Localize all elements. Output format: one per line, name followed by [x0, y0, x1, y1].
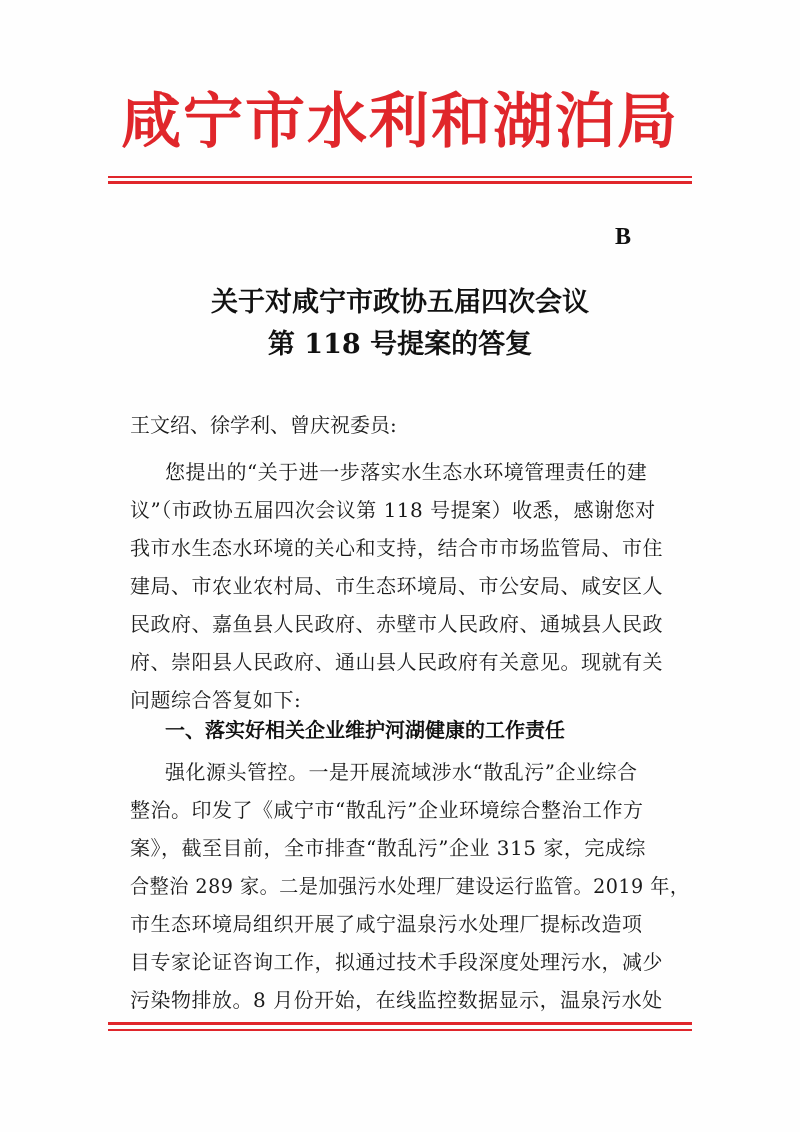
paragraph-line: 民政府、嘉鱼县人民政府、赤壁市人民政府、通城县人民政 [130, 612, 663, 636]
title-line-2: 第 118 号提案的答复 [267, 329, 533, 360]
paragraph-line: 问题综合答复如下: [130, 688, 302, 712]
footer-divider-thin [108, 1029, 692, 1031]
paragraph-line: 建局、市农业农村局、市生态环境局、市公安局、咸安区人 [130, 574, 663, 598]
paragraph-line: 强化源头管控。一是开展流域涉水“散乱污”企业综合 [165, 760, 638, 784]
agency-masthead: 咸宁市水利和湖泊局 [121, 87, 679, 157]
footer-divider-thick [108, 1022, 692, 1025]
paragraph-line: 议”（市政协五届四次会议第 118 号提案）收悉，感谢您对 [130, 498, 656, 522]
paragraph-line: 您提出的“关于进一步落实水生态水环境管理责任的建 [165, 460, 648, 484]
paragraph-line: 合整治 289 家。二是加强污水处理厂建设运行监管。2019 年， [130, 874, 690, 898]
title-line-1: 关于对咸宁市政协五届四次会议 [211, 287, 589, 318]
paragraph-line: 整治。印发了《咸宁市“散乱污”企业环境综合整治工作方 [130, 798, 644, 822]
masthead-divider-thick [108, 181, 692, 184]
paragraph-line: 我市水生态水环境的关心和支持，结合市市场监管局、市住 [130, 536, 663, 560]
masthead-divider-thin [108, 176, 692, 178]
classification-mark: B [615, 224, 632, 250]
paragraph-line: 府、崇阳县人民政府、通山县人民政府有关意见。现就有关 [130, 650, 663, 674]
paragraph-line: 目专家论证咨询工作，拟通过技术手段深度处理污水，减少 [130, 950, 663, 974]
paragraph-line: 市生态环境局组织开展了咸宁温泉污水处理厂提标改造项 [130, 912, 643, 936]
section-heading: 一、落实好相关企业维护河湖健康的工作责任 [165, 718, 565, 742]
document-title [0, 282, 800, 366]
salutation: 王文绍、徐学利、曾庆祝委员: [130, 413, 397, 437]
paragraph-line: 污染物排放。8 月份开始，在线监控数据显示，温泉污水处 [130, 988, 663, 1012]
paragraph-line: 案》，截至目前，全市排查“散乱污”企业 315 家，完成综 [130, 836, 646, 860]
